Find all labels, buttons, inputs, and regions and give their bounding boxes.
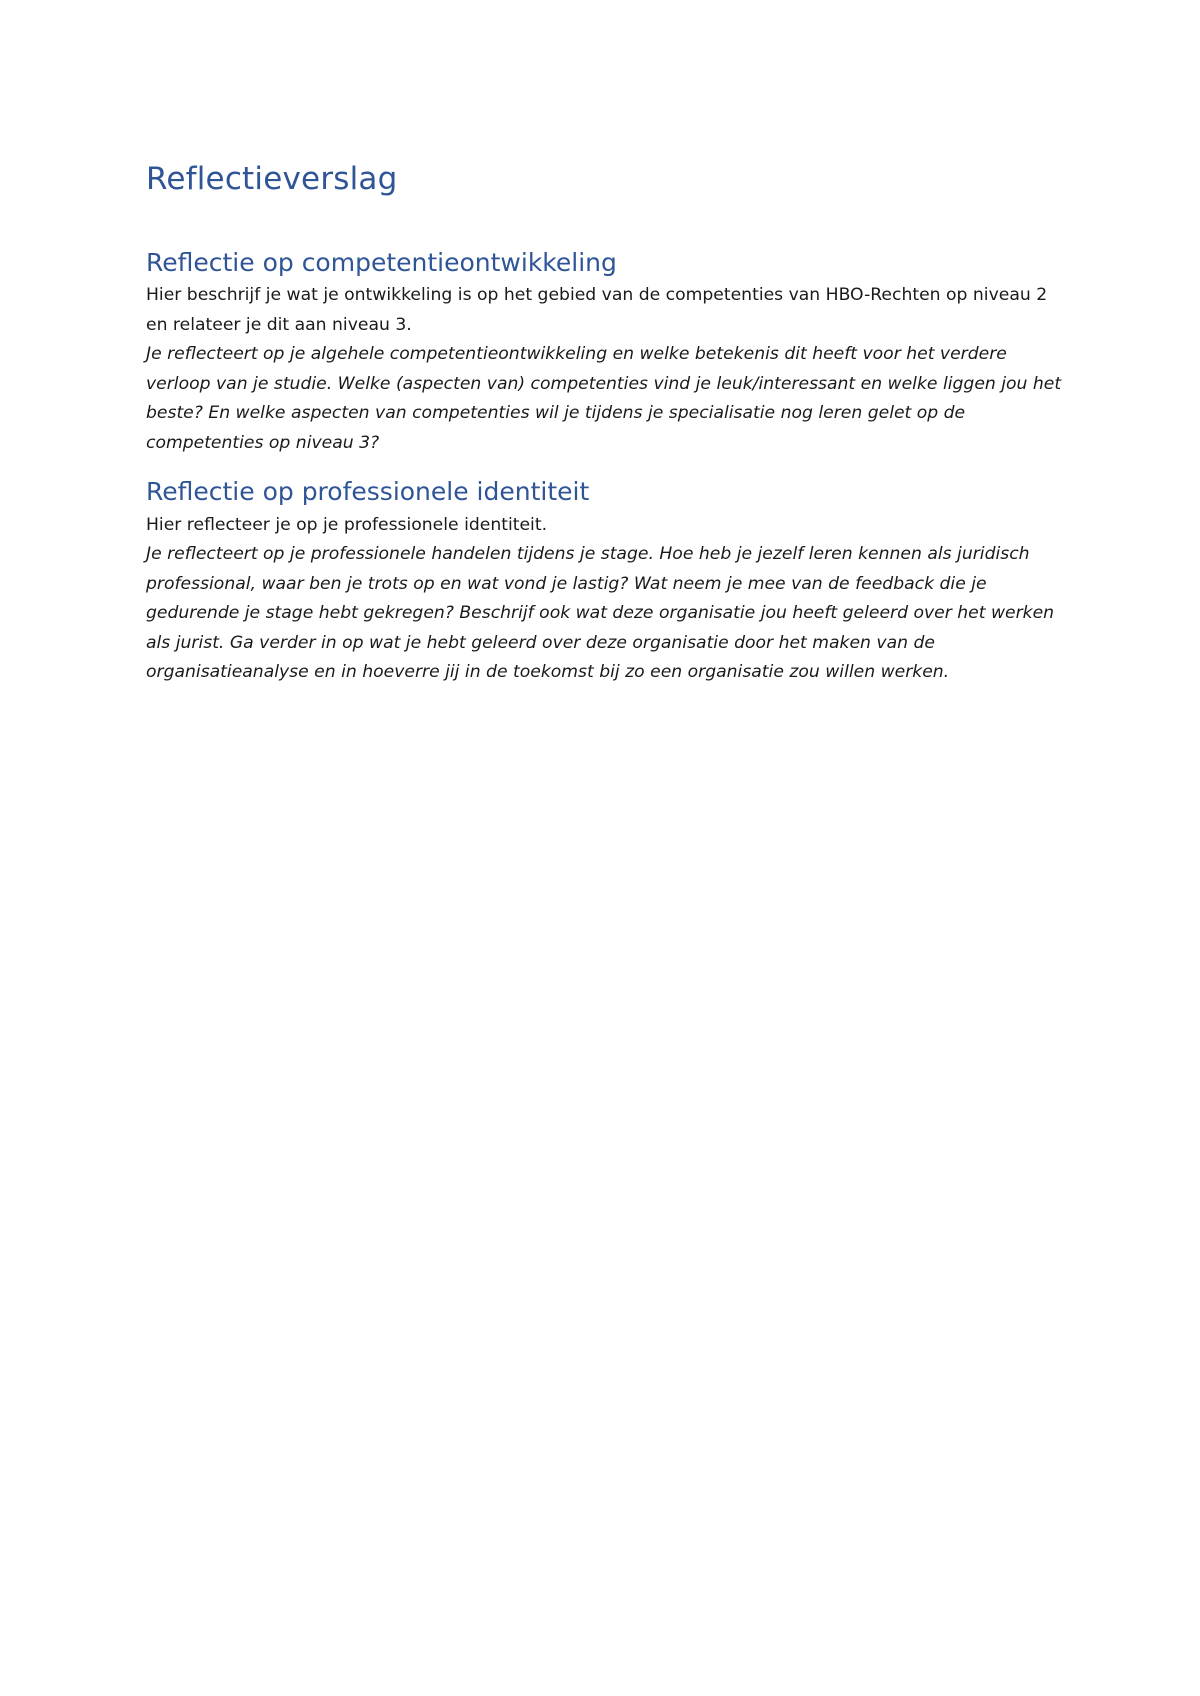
section-intro: Hier reflecteer je op je professionele identiteit. bbox=[146, 514, 548, 535]
section-professionele-identiteit bbox=[146, 476, 1066, 688]
section-heading: Reflectie op competentieontwikkeling bbox=[146, 247, 617, 277]
section-intro: Hier beschrijf je wat je ontwikkeling is op het gebied van de competenties van HBO-Rechten op niveau 2 en relateer je dit aan niveau 3. bbox=[146, 285, 1048, 335]
document-page bbox=[146, 160, 1066, 706]
section-body: Je reflecteert op je professionele handelen tijdens je stage. Hoe heb je jezelf leren kennen als juridisch professional, waar ben je trots op en wat vond je lastig? Wat neem je mee van de feedback die je gedurende je stage hebt gekregen? Beschrijf ook wat deze organisatie jou heeft geleerd over het werken als jurist. Ga verder in op wat je hebt geleerd over deze organisatie door het maken van de organisatieanalyse en in hoeverre jij in de toekomst bij zo een organisatie zou willen werken. bbox=[146, 544, 1055, 683]
section-body: Je reflecteert op je algehele competentieontwikkeling en welke betekenis dit heeft voor het verdere verloop van je studie. Welke (aspecten van) competenties vind je leuk/interessant en welke liggen jou het beste? En welke aspecten van competenties wil je tijdens je specialisatie nog leren gelet op de competenties op niveau 3? bbox=[146, 344, 1062, 453]
section-competentieontwikkeling bbox=[146, 247, 1066, 459]
section-heading: Reflectie op professionele identiteit bbox=[146, 477, 590, 507]
document-title: Reflectieverslag bbox=[146, 161, 398, 197]
